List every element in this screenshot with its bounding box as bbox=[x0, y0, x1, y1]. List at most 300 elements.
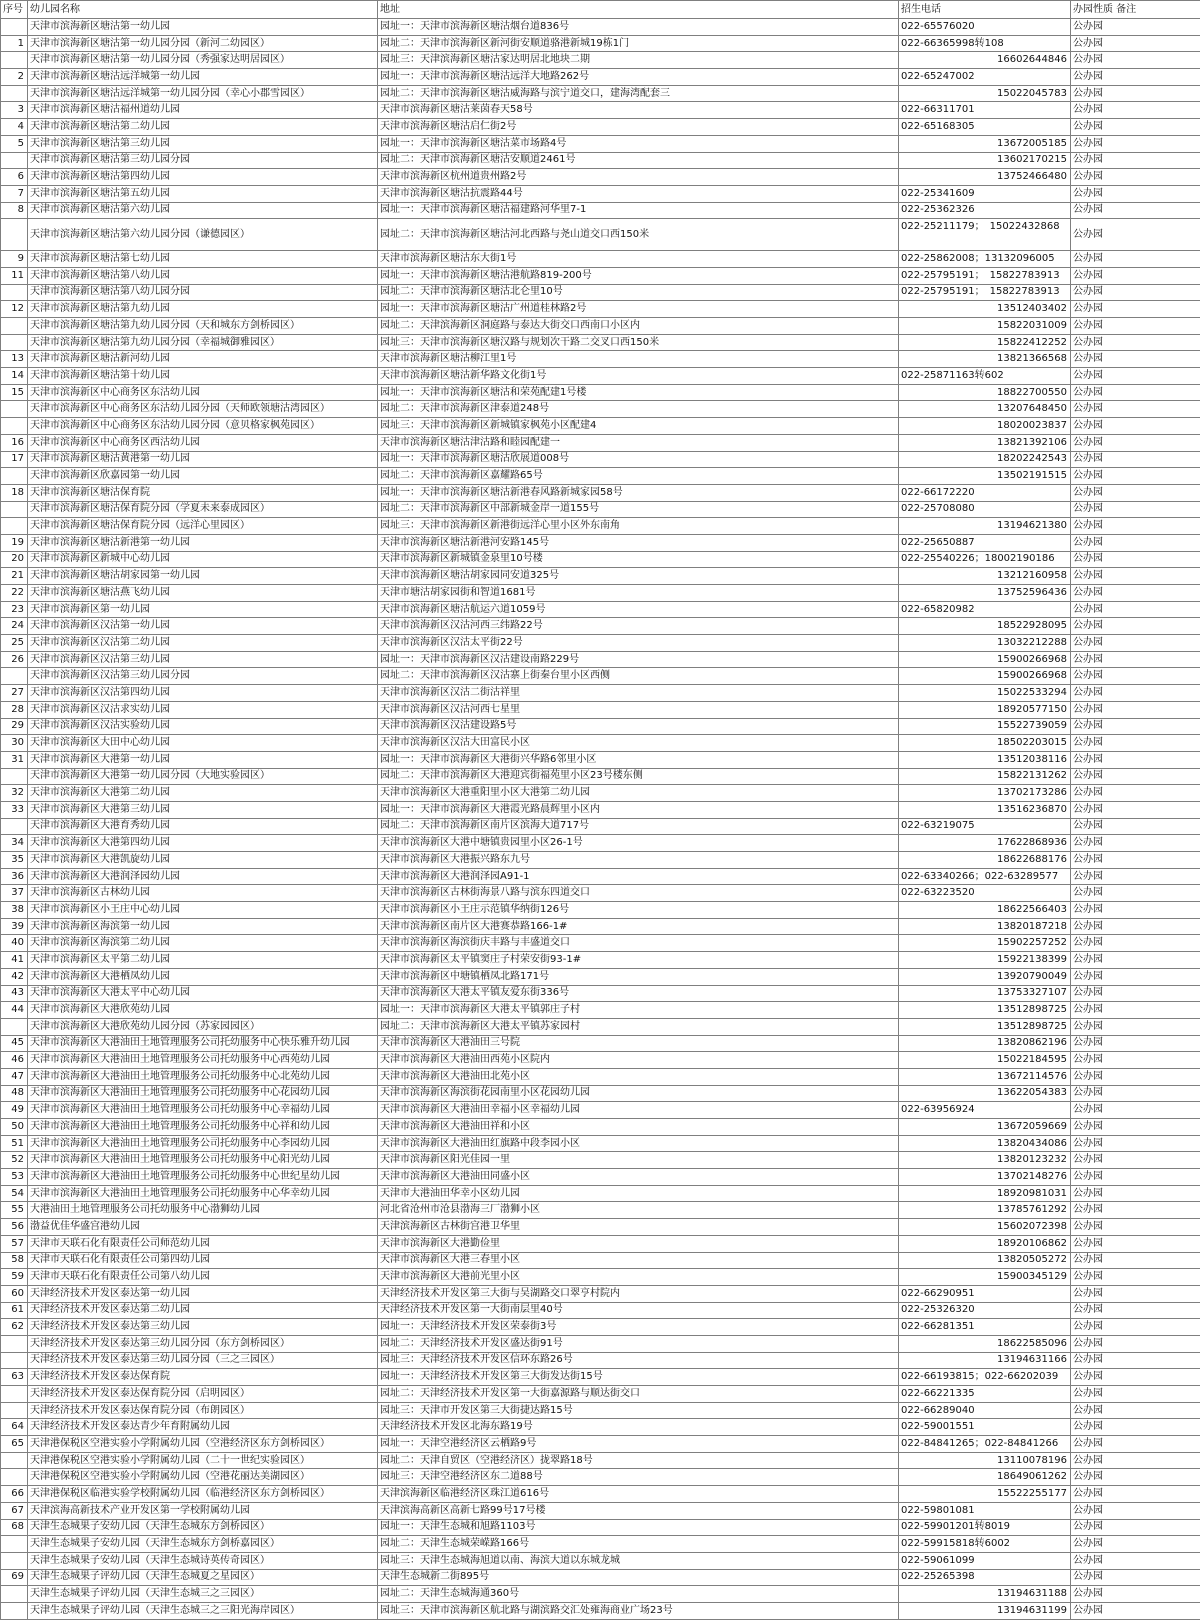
phone-cell: 13820434086 bbox=[899, 1135, 1071, 1152]
table-row bbox=[1, 1302, 1200, 1319]
seq-cell: 65 bbox=[1, 1436, 28, 1453]
kindergarten-name: 天津市滨海新区大港育秀幼儿园 bbox=[28, 818, 378, 835]
phone-cell: 022-59801081 bbox=[899, 1502, 1071, 1519]
table-row bbox=[1, 119, 1200, 136]
seq-cell bbox=[1, 1586, 28, 1603]
kindergarten-name: 天津市滨海新区海滨第一幼儿园 bbox=[28, 918, 378, 935]
nature-cell: 公办园 bbox=[1071, 1586, 1200, 1603]
kindergarten-name: 天津市滨海新区古林幼儿园 bbox=[28, 885, 378, 902]
nature-cell: 公办园 bbox=[1071, 1536, 1200, 1553]
nature-cell: 公办园 bbox=[1071, 102, 1200, 119]
kindergarten-name: 天津市滨海新区大港第一幼儿园分园（大地实验园区） bbox=[28, 768, 378, 785]
header-phone: 招生电话 bbox=[899, 1, 1071, 19]
table-row bbox=[1, 1185, 1200, 1202]
seq-cell: 53 bbox=[1, 1169, 28, 1186]
address-cell: 天津市滨海新区大港前光里小区 bbox=[378, 1269, 899, 1286]
nature-cell: 公办园 bbox=[1071, 768, 1200, 785]
kindergarten-name: 天津市天联石化有限责任公司第四幼儿园 bbox=[28, 1252, 378, 1269]
seq-cell: 62 bbox=[1, 1319, 28, 1336]
phone-cell: 18649061262 bbox=[899, 1469, 1071, 1486]
address-cell: 园址三：天津市滨海新区新城镇家枫苑小区配建4 bbox=[378, 418, 899, 435]
nature-cell: 公办园 bbox=[1071, 152, 1200, 169]
address-cell: 天津市滨海新区大港油田北苑小区 bbox=[378, 1068, 899, 1085]
table-row bbox=[1, 1002, 1200, 1019]
kindergarten-name: 天津市滨海新区塘沽远洋城第一幼儿园分园（幸心小郡雪园区） bbox=[28, 85, 378, 102]
address-cell: 园址二：天津生态城海通360号 bbox=[378, 1586, 899, 1603]
table-row bbox=[1, 1252, 1200, 1269]
address-cell: 园址一：天津经济技术开发区荣泰街3号 bbox=[378, 1319, 899, 1336]
kindergarten-name: 天津市滨海新区大港欣苑幼儿园 bbox=[28, 1002, 378, 1019]
table-row bbox=[1, 568, 1200, 585]
phone-cell: 13820862196 bbox=[899, 1035, 1071, 1052]
phone-cell: 13785761292 bbox=[899, 1202, 1071, 1219]
nature-cell: 公办园 bbox=[1071, 1002, 1200, 1019]
nature-cell: 公办园 bbox=[1071, 251, 1200, 268]
nature-cell: 公办园 bbox=[1071, 1352, 1200, 1369]
kindergarten-name: 天津市滨海新区大港油田土地管理服务公司托幼服务中心李园幼儿园 bbox=[28, 1135, 378, 1152]
kindergarten-name: 天津市滨海新区大港油田土地管理服务公司托幼服务中心快乐雅升幼儿园 bbox=[28, 1035, 378, 1052]
seq-cell: 52 bbox=[1, 1152, 28, 1169]
seq-cell: 22 bbox=[1, 585, 28, 602]
kindergarten-name: 天津经济技术开发区泰达第三幼儿园分园（三之三园区） bbox=[28, 1352, 378, 1369]
phone-cell: 13207648450 bbox=[899, 401, 1071, 418]
nature-cell: 公办园 bbox=[1071, 735, 1200, 752]
seq-cell: 42 bbox=[1, 968, 28, 985]
address-cell: 园址一：天津市滨海新区大港街兴华路6邻里小区 bbox=[378, 751, 899, 768]
kindergarten-name: 天津市滨海新区汉沽第二幼儿园 bbox=[28, 635, 378, 652]
kindergarten-name: 天津经济技术开发区泰达第二幼儿园 bbox=[28, 1302, 378, 1319]
seq-cell: 64 bbox=[1, 1419, 28, 1436]
table-row bbox=[1, 384, 1200, 401]
kindergarten-name: 天津市滨海新区塘沽第七幼儿园 bbox=[28, 251, 378, 268]
address-cell: 天津市滨海新区汉沽太平街22号 bbox=[378, 635, 899, 652]
phone-cell: 022-63223520 bbox=[899, 885, 1071, 902]
nature-cell: 公办园 bbox=[1071, 267, 1200, 284]
phone-cell: 18502203015 bbox=[899, 735, 1071, 752]
seq-cell: 39 bbox=[1, 918, 28, 935]
kindergarten-name: 天津经济技术开发区泰达保育院 bbox=[28, 1369, 378, 1386]
address-cell: 天津市滨海新区海滨街花园南里小区花园幼儿园 bbox=[378, 1085, 899, 1102]
phone-cell: 022-25795191； 15822783913 bbox=[899, 267, 1071, 284]
seq-cell: 54 bbox=[1, 1185, 28, 1202]
phone-cell: 15900266968 bbox=[899, 651, 1071, 668]
nature-cell: 公办园 bbox=[1071, 169, 1200, 186]
address-cell: 园址二：天津市滨海新区嘉耀路65号 bbox=[378, 468, 899, 485]
phone-cell: 022-63340266；022-63289577 bbox=[899, 868, 1071, 885]
kindergarten-name: 天津市滨海新区大田中心幼儿园 bbox=[28, 735, 378, 752]
address-cell: 天津市滨海新区古林街海景八路与滨东四道交口 bbox=[378, 885, 899, 902]
seq-cell bbox=[1, 318, 28, 335]
address-cell: 园址三：天津市滨海新区新港街远洋心里小区外东南角 bbox=[378, 518, 899, 535]
seq-cell bbox=[1, 52, 28, 69]
address-cell: 天津市滨海新区汉沽河西三纬路22号 bbox=[378, 618, 899, 635]
phone-cell: 16602644846 bbox=[899, 52, 1071, 69]
table-row bbox=[1, 835, 1200, 852]
table-row bbox=[1, 1235, 1200, 1252]
phone-cell: 022-59001551 bbox=[899, 1419, 1071, 1436]
nature-cell: 公办园 bbox=[1071, 468, 1200, 485]
address-cell: 园址三：天津经济技术开发区信环东路26号 bbox=[378, 1352, 899, 1369]
table-row bbox=[1, 1152, 1200, 1169]
address-cell: 天津经济技术开发区北海东路19号 bbox=[378, 1419, 899, 1436]
nature-cell: 公办园 bbox=[1071, 119, 1200, 136]
table-row bbox=[1, 1402, 1200, 1419]
nature-cell: 公办园 bbox=[1071, 568, 1200, 585]
address-cell: 园址二：天津市滨海新区塘沽北仑里10号 bbox=[378, 284, 899, 301]
seq-cell: 36 bbox=[1, 868, 28, 885]
address-cell: 园址二：天津市滨海新区塘沽威海路与滨宁道交口，建海湾配套三 bbox=[378, 85, 899, 102]
kindergarten-name: 天津生态城果子安幼儿园（天津生态城诗英传奇园区） bbox=[28, 1552, 378, 1569]
phone-cell: 13194621380 bbox=[899, 518, 1071, 535]
seq-cell bbox=[1, 768, 28, 785]
table-row bbox=[1, 1035, 1200, 1052]
address-cell: 园址二：天津自贸区（空港经济区）拢翠路18号 bbox=[378, 1452, 899, 1469]
seq-cell: 15 bbox=[1, 384, 28, 401]
seq-cell bbox=[1, 401, 28, 418]
address-cell: 天津滨海新区临港经济区珠江道616号 bbox=[378, 1486, 899, 1503]
kindergarten-name: 天津市滨海新区新城中心幼儿园 bbox=[28, 551, 378, 568]
nature-cell: 公办园 bbox=[1071, 1185, 1200, 1202]
phone-cell: 022-25862008；13132096005 bbox=[899, 251, 1071, 268]
table-row bbox=[1, 185, 1200, 202]
seq-cell: 5 bbox=[1, 135, 28, 152]
table-body bbox=[1, 19, 1200, 1620]
seq-cell: 40 bbox=[1, 935, 28, 952]
table-row bbox=[1, 918, 1200, 935]
nature-cell: 公办园 bbox=[1071, 19, 1200, 36]
kindergarten-name: 天津市滨海新区大港油田土地管理服务公司托幼服务中心西苑幼儿园 bbox=[28, 1052, 378, 1069]
nature-cell: 公办园 bbox=[1071, 1302, 1200, 1319]
phone-cell: 17622868936 bbox=[899, 835, 1071, 852]
header-nature: 办园性质 备注 bbox=[1071, 1, 1200, 19]
kindergarten-name: 天津市滨海新区塘沽第八幼儿园分园 bbox=[28, 284, 378, 301]
phone-cell: 13702173286 bbox=[899, 785, 1071, 802]
kindergarten-name: 天津市滨海新区中心商务区东沽幼儿园分园（意贝格家枫苑园区） bbox=[28, 418, 378, 435]
table-row bbox=[1, 169, 1200, 186]
table-row bbox=[1, 902, 1200, 919]
table-row bbox=[1, 85, 1200, 102]
seq-cell: 19 bbox=[1, 534, 28, 551]
seq-cell: 56 bbox=[1, 1219, 28, 1236]
kindergarten-name: 天津市滨海新区塘沽胡家园第一幼儿园 bbox=[28, 568, 378, 585]
address-cell: 天津市滨海新区塘沽柳江里1号 bbox=[378, 351, 899, 368]
address-cell: 天津市滨海新区塘沽胡家园同安道325号 bbox=[378, 568, 899, 585]
kindergarten-name: 天津生态城果子评幼儿园（天津生态城三之三园区） bbox=[28, 1586, 378, 1603]
address-cell: 天津市滨海新区大港三春里小区 bbox=[378, 1252, 899, 1269]
address-cell: 天津市滨海新区大港油田红旗路中段李园小区 bbox=[378, 1135, 899, 1152]
phone-cell: 13512038116 bbox=[899, 751, 1071, 768]
address-cell: 天津市滨海新区大港油田西苑小区院内 bbox=[378, 1052, 899, 1069]
table-row bbox=[1, 685, 1200, 702]
nature-cell: 公办园 bbox=[1071, 534, 1200, 551]
table-row bbox=[1, 1486, 1200, 1503]
phone-cell: 13194631199 bbox=[899, 1602, 1071, 1619]
seq-cell: 60 bbox=[1, 1285, 28, 1302]
table-row bbox=[1, 1169, 1200, 1186]
address-cell: 天津市滨海新区汉沽二街沽祥里 bbox=[378, 685, 899, 702]
address-cell: 天津市滨海新区大港太平镇友爱东街336号 bbox=[378, 985, 899, 1002]
seq-cell bbox=[1, 468, 28, 485]
address-cell: 天津市滨海新区大港中塘镇贵园里小区26-1号 bbox=[378, 835, 899, 852]
table-row bbox=[1, 251, 1200, 268]
kindergarten-name: 天津市滨海新区塘沽新港第一幼儿园 bbox=[28, 534, 378, 551]
address-cell: 园址三：天津空港经济区东二道88号 bbox=[378, 1469, 899, 1486]
phone-cell: 022-59901201转8019 bbox=[899, 1519, 1071, 1536]
kindergarten-name: 天津市滨海新区中心商务区东沽幼儿园 bbox=[28, 384, 378, 401]
seq-cell: 26 bbox=[1, 651, 28, 668]
phone-cell: 13622054383 bbox=[899, 1085, 1071, 1102]
address-cell: 天津市滨海新区大港勤俭里 bbox=[378, 1235, 899, 1252]
phone-cell: 18920106862 bbox=[899, 1235, 1071, 1252]
kindergarten-name: 天津经济技术开发区泰达第一幼儿园 bbox=[28, 1285, 378, 1302]
nature-cell: 公办园 bbox=[1071, 1469, 1200, 1486]
table-row bbox=[1, 434, 1200, 451]
table-row bbox=[1, 1102, 1200, 1119]
address-cell: 天津市滨海新区汉沽河西七星里 bbox=[378, 701, 899, 718]
seq-cell: 41 bbox=[1, 952, 28, 969]
nature-cell: 公办园 bbox=[1071, 484, 1200, 501]
nature-cell: 公办园 bbox=[1071, 401, 1200, 418]
nature-cell: 公办园 bbox=[1071, 968, 1200, 985]
nature-cell: 公办园 bbox=[1071, 935, 1200, 952]
table-row bbox=[1, 651, 1200, 668]
seq-cell: 23 bbox=[1, 601, 28, 618]
table-row bbox=[1, 368, 1200, 385]
phone-cell: 022-66193815；022-66202039 bbox=[899, 1369, 1071, 1386]
seq-cell bbox=[1, 284, 28, 301]
nature-cell: 公办园 bbox=[1071, 52, 1200, 69]
nature-cell: 公办园 bbox=[1071, 1335, 1200, 1352]
address-cell: 天津市滨海新区塘沽新华路文化街1号 bbox=[378, 368, 899, 385]
table-row bbox=[1, 1202, 1200, 1219]
table-row bbox=[1, 1552, 1200, 1569]
table-row bbox=[1, 1536, 1200, 1553]
nature-cell: 公办园 bbox=[1071, 952, 1200, 969]
kindergarten-name: 天津生态城果子评幼儿园（天津生态城夏之星园区） bbox=[28, 1569, 378, 1586]
seq-cell: 3 bbox=[1, 102, 28, 119]
phone-cell: 13672059669 bbox=[899, 1119, 1071, 1136]
seq-cell: 44 bbox=[1, 1002, 28, 1019]
address-cell: 园址一：天津市滨海新区塘沽和荣苑配建1号楼 bbox=[378, 384, 899, 401]
seq-cell bbox=[1, 1602, 28, 1619]
kindergarten-name: 天津市滨海新区太平第二幼儿园 bbox=[28, 952, 378, 969]
kindergarten-name: 天津市滨海新区塘沽第十幼儿园 bbox=[28, 368, 378, 385]
table-row bbox=[1, 518, 1200, 535]
seq-cell: 4 bbox=[1, 119, 28, 136]
seq-cell: 46 bbox=[1, 1052, 28, 1069]
nature-cell: 公办园 bbox=[1071, 985, 1200, 1002]
address-cell: 天津市滨海新区大港油田同盛小区 bbox=[378, 1169, 899, 1186]
phone-cell: 18920577150 bbox=[899, 701, 1071, 718]
kindergarten-name: 天津市滨海新区塘沽保育院分园（学夏未来泰成园区） bbox=[28, 501, 378, 518]
phone-cell: 13821366568 bbox=[899, 351, 1071, 368]
kindergarten-name: 天津市滨海新区大港油田土地管理服务公司托幼服务中心北苑幼儿园 bbox=[28, 1068, 378, 1085]
address-cell: 天津市滨海新区海滨街庆丰路与丰盛道交口 bbox=[378, 935, 899, 952]
phone-cell: 022-66311701 bbox=[899, 102, 1071, 119]
table-row bbox=[1, 668, 1200, 685]
nature-cell: 公办园 bbox=[1071, 668, 1200, 685]
address-cell: 园址二：天津经济技术开发区第一大街嘉源路与顺达街交口 bbox=[378, 1386, 899, 1403]
kindergarten-name: 天津市滨海新区大港栖凤幼儿园 bbox=[28, 968, 378, 985]
kindergarten-name: 天津市滨海新区大港欣苑幼儿园分园（苏家园园区） bbox=[28, 1018, 378, 1035]
seq-cell bbox=[1, 501, 28, 518]
header-row bbox=[1, 1, 1200, 19]
table-row bbox=[1, 852, 1200, 869]
address-cell: 园址一：天津市滨海新区塘沽菜市场路4号 bbox=[378, 135, 899, 152]
seq-cell: 30 bbox=[1, 735, 28, 752]
phone-cell: 13752466480 bbox=[899, 169, 1071, 186]
table-row bbox=[1, 219, 1200, 251]
seq-cell bbox=[1, 1352, 28, 1369]
phone-cell: 15022184595 bbox=[899, 1052, 1071, 1069]
address-cell: 天津市滨海新区南片区大港赛恭路166-1# bbox=[378, 918, 899, 935]
table-row bbox=[1, 1569, 1200, 1586]
kindergarten-name: 天津市滨海新区塘沽第九幼儿园分园（幸福城御雅园区） bbox=[28, 334, 378, 351]
nature-cell: 公办园 bbox=[1071, 835, 1200, 852]
table-row bbox=[1, 768, 1200, 785]
nature-cell: 公办园 bbox=[1071, 751, 1200, 768]
address-cell: 园址三：天津市滨海新区塘汉路与规划次干路二交叉口西150米 bbox=[378, 334, 899, 351]
address-cell: 天津市滨海新区塘沽新港河安路145号 bbox=[378, 534, 899, 551]
address-cell: 园址二：天津市滨海新区津泰道248号 bbox=[378, 401, 899, 418]
seq-cell: 47 bbox=[1, 1068, 28, 1085]
seq-cell bbox=[1, 152, 28, 169]
nature-cell: 公办园 bbox=[1071, 1135, 1200, 1152]
phone-cell: 13512403402 bbox=[899, 301, 1071, 318]
table-row bbox=[1, 351, 1200, 368]
kindergarten-name: 天津市滨海新区汉沽第三幼儿园分园 bbox=[28, 668, 378, 685]
nature-cell: 公办园 bbox=[1071, 1085, 1200, 1102]
nature-cell: 公办园 bbox=[1071, 601, 1200, 618]
table-row bbox=[1, 1119, 1200, 1136]
table-row bbox=[1, 751, 1200, 768]
phone-cell: 022-66289040 bbox=[899, 1402, 1071, 1419]
table-row bbox=[1, 1386, 1200, 1403]
address-cell: 园址一：天津市滨海新区大港太平镇郭庄子村 bbox=[378, 1002, 899, 1019]
address-cell: 园址三：天津市开发区第三大街捷达路15号 bbox=[378, 1402, 899, 1419]
phone-cell: 15922138399 bbox=[899, 952, 1071, 969]
phone-cell: 18822700550 bbox=[899, 384, 1071, 401]
nature-cell: 公办园 bbox=[1071, 1035, 1200, 1052]
address-cell: 天津市滨海新区塘沽津沽路和睦园配建一 bbox=[378, 434, 899, 451]
seq-cell: 13 bbox=[1, 351, 28, 368]
address-cell: 园址一：天津市滨海新区汉沽建设南路229号 bbox=[378, 651, 899, 668]
phone-cell: 15822412252 bbox=[899, 334, 1071, 351]
seq-cell: 14 bbox=[1, 368, 28, 385]
table-row bbox=[1, 1602, 1200, 1619]
nature-cell: 公办园 bbox=[1071, 1269, 1200, 1286]
kindergarten-name: 天津港保税区空港实验小学附属幼儿园（空港花丽达美湖园区） bbox=[28, 1469, 378, 1486]
phone-cell: 13212160958 bbox=[899, 568, 1071, 585]
seq-cell: 68 bbox=[1, 1519, 28, 1536]
table-row bbox=[1, 735, 1200, 752]
address-cell: 天津经济技术开发区第一大街南层里40号 bbox=[378, 1302, 899, 1319]
kindergarten-name: 天津港保税区空港实验小学附属幼儿园（二十一世纪实验园区） bbox=[28, 1452, 378, 1469]
kindergarten-name: 天津市滨海新区塘沽第二幼儿园 bbox=[28, 119, 378, 136]
nature-cell: 公办园 bbox=[1071, 1169, 1200, 1186]
nature-cell: 公办园 bbox=[1071, 1502, 1200, 1519]
nature-cell: 公办园 bbox=[1071, 852, 1200, 869]
phone-cell: 022-65820982 bbox=[899, 601, 1071, 618]
table-row bbox=[1, 1502, 1200, 1519]
kindergarten-name: 天津市滨海新区汉沽实验幼儿园 bbox=[28, 718, 378, 735]
nature-cell: 公办园 bbox=[1071, 818, 1200, 835]
kindergarten-name: 天津市滨海新区塘沽第九幼儿园 bbox=[28, 301, 378, 318]
kindergarten-name: 天津市滨海新区大港油田土地管理服务公司托幼服务中心华幸幼儿园 bbox=[28, 1185, 378, 1202]
nature-cell: 公办园 bbox=[1071, 1436, 1200, 1453]
kindergarten-name: 天津市滨海新区大港第二幼儿园 bbox=[28, 785, 378, 802]
table-row bbox=[1, 601, 1200, 618]
seq-cell: 50 bbox=[1, 1119, 28, 1136]
kindergarten-name: 天津经济技术开发区泰达第三幼儿园 bbox=[28, 1319, 378, 1336]
kindergarten-name: 天津市滨海新区塘沽第九幼儿园分园（天和城东方剑桥园区） bbox=[28, 318, 378, 335]
address-cell: 天津市滨海新区塘沽莱茵春天58号 bbox=[378, 102, 899, 119]
seq-cell bbox=[1, 219, 28, 251]
seq-cell: 20 bbox=[1, 551, 28, 568]
seq-cell: 63 bbox=[1, 1369, 28, 1386]
table-row bbox=[1, 1586, 1200, 1603]
table-row bbox=[1, 69, 1200, 86]
seq-cell: 35 bbox=[1, 852, 28, 869]
seq-cell: 7 bbox=[1, 185, 28, 202]
seq-cell: 31 bbox=[1, 751, 28, 768]
nature-cell: 公办园 bbox=[1071, 918, 1200, 935]
table-row bbox=[1, 1285, 1200, 1302]
kindergarten-name: 天津市滨海新区塘沽燕飞幼儿园 bbox=[28, 585, 378, 602]
seq-cell: 55 bbox=[1, 1202, 28, 1219]
address-cell: 天津市滨海新区大港润泽园A91-1 bbox=[378, 868, 899, 885]
seq-cell bbox=[1, 1469, 28, 1486]
kindergarten-name: 天津市滨海新区汉沽求实幼儿园 bbox=[28, 701, 378, 718]
kindergarten-name: 天津市滨海新区中心商务区西沽幼儿园 bbox=[28, 434, 378, 451]
kindergarten-name: 天津市滨海新区大港凯旋幼儿园 bbox=[28, 852, 378, 869]
table-row bbox=[1, 35, 1200, 52]
nature-cell: 公办园 bbox=[1071, 1202, 1200, 1219]
table-row bbox=[1, 618, 1200, 635]
phone-cell: 13820505272 bbox=[899, 1252, 1071, 1269]
nature-cell: 公办园 bbox=[1071, 301, 1200, 318]
table-row bbox=[1, 468, 1200, 485]
phone-cell: 022-65247002 bbox=[899, 69, 1071, 86]
table-row bbox=[1, 267, 1200, 284]
seq-cell: 9 bbox=[1, 251, 28, 268]
phone-cell: 15602072398 bbox=[899, 1219, 1071, 1236]
phone-cell: 022-63219075 bbox=[899, 818, 1071, 835]
kindergarten-name: 天津市滨海新区塘沽第四幼儿园 bbox=[28, 169, 378, 186]
address-cell: 园址一：天津市滨海新区塘沽港航路819-200号 bbox=[378, 267, 899, 284]
kindergarten-name: 天津市天联石化有限责任公司师范幼儿园 bbox=[28, 1235, 378, 1252]
nature-cell: 公办园 bbox=[1071, 868, 1200, 885]
seq-cell: 43 bbox=[1, 985, 28, 1002]
nature-cell: 公办园 bbox=[1071, 368, 1200, 385]
nature-cell: 公办园 bbox=[1071, 718, 1200, 735]
kindergarten-name: 天津市滨海新区大港油田土地管理服务公司托幼服务中心祥和幼儿园 bbox=[28, 1119, 378, 1136]
address-cell: 园址二：天津市滨海新区塘沽安顺道2461号 bbox=[378, 152, 899, 169]
seq-cell bbox=[1, 85, 28, 102]
address-cell: 园址一：天津生态城和旭路1103号 bbox=[378, 1519, 899, 1536]
phone-cell: 13502191515 bbox=[899, 468, 1071, 485]
nature-cell: 公办园 bbox=[1071, 219, 1200, 251]
table-row bbox=[1, 1352, 1200, 1369]
kindergarten-name: 天津市滨海新区塘沽第五幼儿园 bbox=[28, 185, 378, 202]
seq-cell: 61 bbox=[1, 1302, 28, 1319]
kindergarten-name: 天津经济技术开发区泰达保育院分园（布朗园区） bbox=[28, 1402, 378, 1419]
nature-cell: 公办园 bbox=[1071, 1402, 1200, 1419]
address-cell: 天津滨海高新区高新七路99号17号楼 bbox=[378, 1502, 899, 1519]
nature-cell: 公办园 bbox=[1071, 1319, 1200, 1336]
phone-cell: 022-66172220 bbox=[899, 484, 1071, 501]
nature-cell: 公办园 bbox=[1071, 701, 1200, 718]
